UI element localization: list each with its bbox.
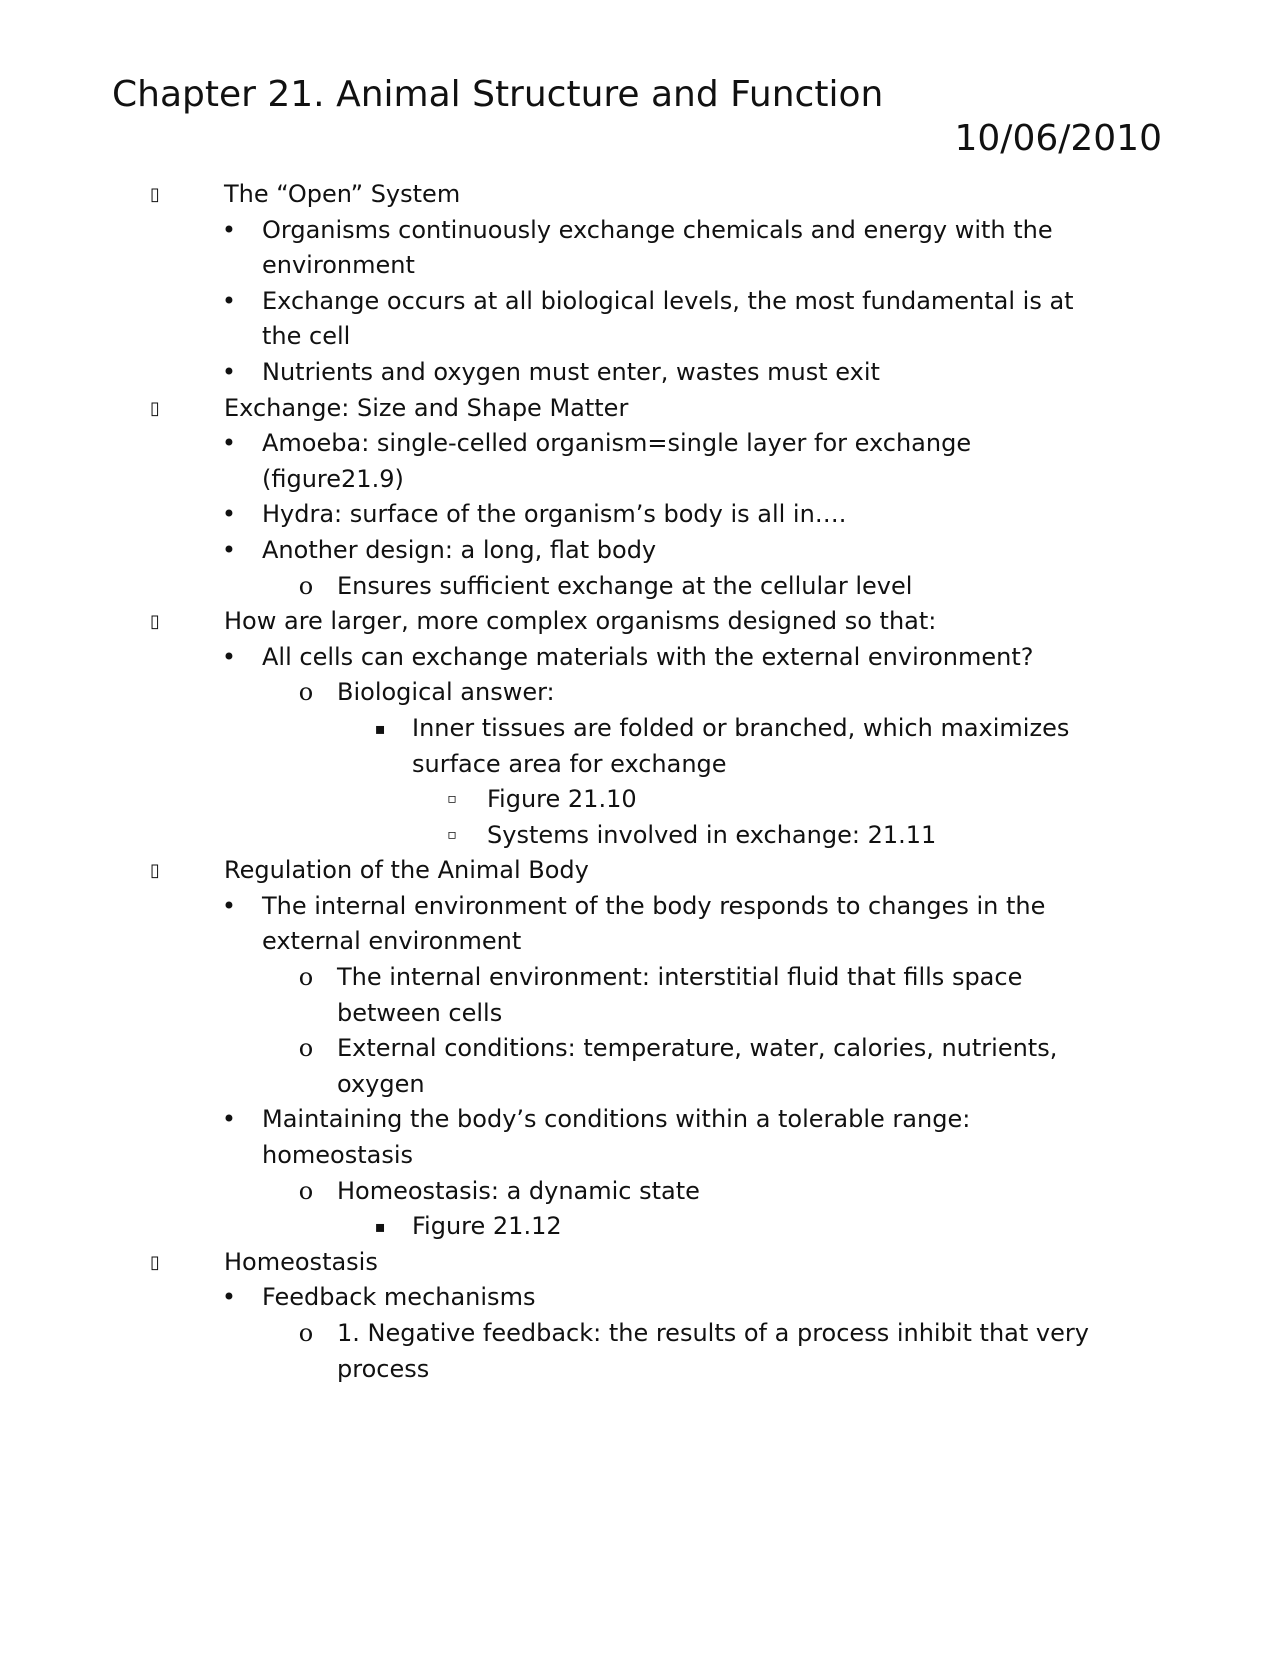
bullet-icon: • — [221, 286, 237, 315]
outline-text: Biological answer: — [337, 678, 555, 707]
document-date: 10/06/2010 — [954, 118, 1162, 159]
outline-text: Maintaining the body’s conditions within a tolerable range: — [262, 1105, 971, 1134]
outline-item — [0, 496, 1280, 532]
outline-subitem — [0, 995, 1280, 1031]
outline-text: Nutrients and oxygen must enter, wastes must exit — [262, 357, 880, 386]
outline-text: External conditions: temperature, water, calories, nutrients, — [337, 1034, 1058, 1063]
outline-text: process — [337, 1354, 430, 1383]
outline-item — [0, 888, 1280, 924]
outline-subsubitem — [0, 746, 1280, 782]
outline-text: Figure 21.10 — [487, 785, 637, 814]
heading-bullet-icon: ▯ — [150, 860, 160, 882]
bullet-icon: • — [221, 1105, 237, 1134]
outline-text: surface area for exchange — [412, 749, 727, 778]
outline-item — [0, 1101, 1280, 1137]
outline-subitem — [0, 959, 1280, 995]
bullet-icon: • — [221, 535, 237, 564]
bullet-icon: • — [221, 429, 237, 458]
hollow-square-bullet-icon: ▫ — [447, 826, 457, 843]
outline-heading — [0, 176, 1280, 212]
outline-heading — [0, 1244, 1280, 1280]
outline-text: Regulation of the Animal Body — [224, 856, 589, 885]
outline-text: Figure 21.12 — [412, 1212, 562, 1241]
outline-text: oxygen — [337, 1069, 425, 1098]
outline-item — [0, 461, 1280, 497]
outline-item — [0, 283, 1280, 319]
outline-text: the cell — [262, 322, 351, 351]
outline-text: The internal environment: interstitial fluid that fills space — [337, 963, 1023, 992]
hollow-square-bullet-icon: ▫ — [447, 791, 457, 808]
outline-text: (figure21.9) — [262, 464, 404, 493]
bullet-icon: • — [221, 500, 237, 529]
outline-subitem — [0, 1315, 1280, 1351]
outline-item — [0, 1137, 1280, 1173]
outline-text: Another design: a long, flat body — [262, 535, 657, 564]
bullet-icon: • — [221, 891, 237, 920]
circle-bullet-icon: o — [298, 1176, 314, 1205]
bullet-icon: • — [221, 1283, 237, 1312]
outline-text: Exchange occurs at all biological levels, the most fundamental is at — [262, 286, 1074, 315]
outline-item — [0, 1279, 1280, 1315]
outline-text: external environment — [262, 927, 522, 956]
outline-subitem — [0, 1066, 1280, 1102]
outline-text: Feedback mechanisms — [262, 1283, 536, 1312]
heading-bullet-icon: ▯ — [150, 397, 160, 419]
outline-item — [0, 532, 1280, 568]
circle-bullet-icon: o — [298, 963, 314, 992]
bullet-icon: • — [221, 642, 237, 671]
outline-text: The internal environment of the body responds to changes in the — [262, 891, 1046, 920]
outline-subitem — [0, 568, 1280, 604]
outline-text: Organisms continuously exchange chemicals and energy with the — [262, 215, 1053, 244]
outline-item — [0, 212, 1280, 248]
outline-item — [0, 247, 1280, 283]
outline-subsubsubitem — [0, 817, 1280, 853]
outline-heading — [0, 603, 1280, 639]
outline-text: Hydra: surface of the organism’s body is all in…. — [262, 500, 847, 529]
outline-subsubitem — [0, 1208, 1280, 1244]
outline-text: homeostasis — [262, 1141, 414, 1170]
square-bullet-icon: ▪ — [374, 718, 386, 738]
outline-text: Homeostasis — [224, 1247, 378, 1276]
outline-text: between cells — [337, 998, 503, 1027]
circle-bullet-icon: o — [298, 678, 314, 707]
outline-item — [0, 354, 1280, 390]
outline-text: Ensures sufficient exchange at the cellular level — [337, 571, 913, 600]
outline-item — [0, 318, 1280, 354]
outline-item — [0, 425, 1280, 461]
circle-bullet-icon: o — [298, 1034, 314, 1063]
outline-text: All cells can exchange materials with the external environment? — [262, 642, 1034, 671]
outline-item — [0, 923, 1280, 959]
outline-text: Amoeba: single-celled organism=single layer for exchange — [262, 429, 972, 458]
heading-bullet-icon: ▯ — [150, 611, 160, 633]
outline-text: How are larger, more complex organisms designed so that: — [224, 607, 937, 636]
square-bullet-icon: ▪ — [374, 1217, 386, 1237]
outline-text: Inner tissues are folded or branched, which maximizes — [412, 713, 1070, 742]
heading-bullet-icon: ▯ — [150, 184, 160, 205]
outline-subitem — [0, 674, 1280, 710]
outline-subitem — [0, 1351, 1280, 1387]
outline-subsubsubitem — [0, 781, 1280, 817]
heading-bullet-icon: ▯ — [150, 1251, 160, 1273]
outline-item — [0, 639, 1280, 675]
outline-heading — [0, 390, 1280, 426]
outline-text: The “Open” System — [224, 180, 461, 208]
outline-text: Systems involved in exchange: 21.11 — [487, 820, 937, 849]
outline-text: Exchange: Size and Shape Matter — [224, 393, 629, 422]
outline-text: Homeostasis: a dynamic state — [337, 1176, 700, 1205]
bullet-icon: • — [221, 357, 237, 386]
circle-bullet-icon: o — [298, 571, 314, 600]
bullet-icon: • — [221, 215, 237, 244]
outline-subitem — [0, 1173, 1280, 1209]
notes-outline — [0, 176, 1280, 1386]
document-title: Chapter 21. Animal Structure and Function — [112, 74, 884, 115]
outline-text: 1. Negative feedback: the results of a process inhibit that very — [337, 1319, 1089, 1347]
outline-text: environment — [262, 251, 415, 280]
outline-subsubitem — [0, 710, 1280, 746]
outline-heading — [0, 852, 1280, 888]
circle-bullet-icon: o — [298, 1319, 314, 1347]
outline-subitem — [0, 1030, 1280, 1066]
